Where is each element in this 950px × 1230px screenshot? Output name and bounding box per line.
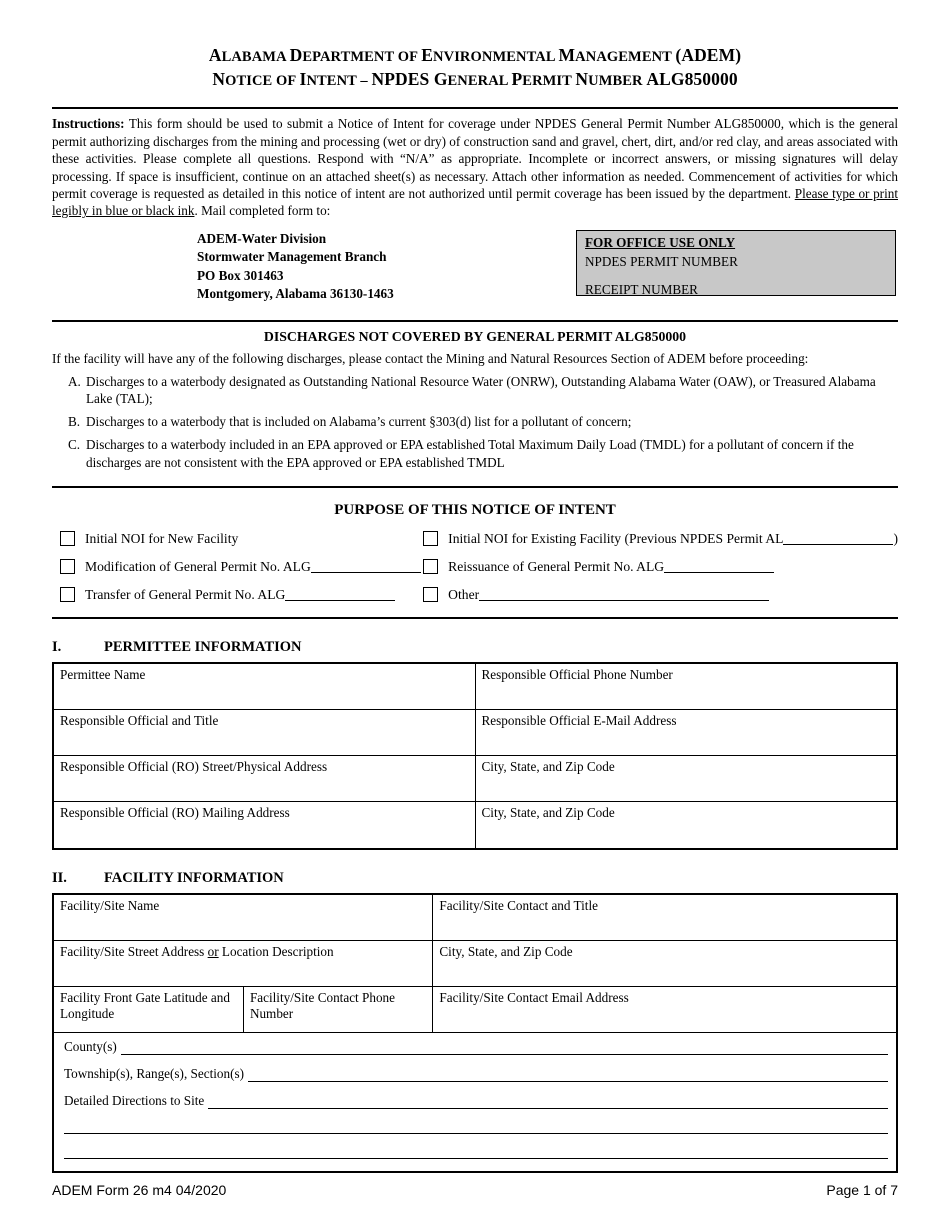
facility-lines-area bbox=[54, 1033, 896, 1171]
discharge-letter-b: B. bbox=[68, 414, 81, 430]
table-row bbox=[54, 987, 896, 1033]
purpose-suffix-1: ) bbox=[893, 530, 898, 546]
npdes-permit-number-label: NPDES PERMIT NUMBER bbox=[585, 253, 738, 269]
mail-address bbox=[197, 230, 394, 304]
line-directions-2[interactable] bbox=[64, 1120, 888, 1134]
mail-address-line-2: Stormwater Management Branch bbox=[197, 249, 387, 265]
title-line-2: NOTICE OF INTENT – NPDES GENERAL PERMIT NUMBER ALG850000 bbox=[212, 68, 738, 89]
line-label-directions: Detailed Directions to Site bbox=[64, 1093, 205, 1109]
divider-purpose-bottom bbox=[52, 617, 898, 619]
section-i-title: PERMITTEE INFORMATION bbox=[104, 638, 302, 655]
line-county[interactable] bbox=[64, 1039, 888, 1055]
table-row bbox=[54, 941, 896, 987]
facility-address-label-or: or bbox=[207, 944, 219, 960]
facility-address-label-b: Location Description bbox=[218, 944, 334, 960]
purpose-option-other[interactable] bbox=[423, 587, 898, 603]
section-ii-title: FACILITY INFORMATION bbox=[104, 869, 284, 886]
cell-permittee-name[interactable]: Permittee Name bbox=[54, 664, 475, 710]
discharge-text-b: Discharges to a waterbody that is included on Alabama’s current §303(d) list for a pollutant of concern; bbox=[86, 414, 632, 430]
discharge-item-a bbox=[52, 373, 898, 409]
mail-address-line-3: PO Box 301463 bbox=[197, 267, 284, 283]
purpose-blank-4[interactable] bbox=[285, 588, 395, 601]
checkbox-icon[interactable] bbox=[60, 531, 75, 546]
document-title bbox=[52, 44, 898, 91]
facility-address-label-a: Facility/Site Street Address bbox=[60, 944, 208, 960]
purpose-label-0: Initial NOI for New Facility bbox=[85, 530, 239, 546]
purpose-option-reissuance[interactable] bbox=[423, 559, 898, 575]
cell-ro-street-address[interactable]: Responsible Official (RO) Street/Physical Address bbox=[54, 756, 475, 802]
line-directions[interactable] bbox=[64, 1093, 888, 1109]
table-row bbox=[54, 756, 896, 802]
cell-ro-title[interactable]: Responsible Official and Title bbox=[54, 710, 475, 756]
cell-ro-mailing-address[interactable]: Responsible Official (RO) Mailing Address bbox=[54, 802, 475, 848]
purpose-blank-5[interactable] bbox=[479, 588, 769, 601]
section-ii-number: II. bbox=[52, 869, 67, 886]
line-label-county: County(s) bbox=[64, 1039, 117, 1055]
table-row bbox=[54, 802, 896, 848]
permittee-information-table bbox=[52, 662, 898, 850]
purpose-title: PURPOSE OF THIS NOTICE OF INTENT bbox=[334, 501, 616, 518]
discharge-item-c bbox=[52, 436, 898, 472]
discharge-letter-a: A. bbox=[68, 373, 81, 389]
cell-facility-contact-title[interactable]: Facility/Site Contact and Title bbox=[433, 895, 896, 941]
cell-facility-address[interactable] bbox=[54, 941, 433, 987]
purpose-options bbox=[52, 531, 898, 603]
divider-purpose-top bbox=[52, 486, 898, 488]
checkbox-icon[interactable] bbox=[60, 559, 75, 574]
discharge-letter-c: C. bbox=[68, 436, 81, 452]
receipt-number-label: RECEIPT NUMBER bbox=[585, 281, 698, 297]
purpose-option-modification[interactable] bbox=[60, 559, 423, 575]
office-box-title: FOR OFFICE USE ONLY bbox=[585, 234, 736, 250]
line-township[interactable] bbox=[64, 1066, 888, 1082]
cell-facility-contact-phone[interactable]: Facility/Site Contact Phone Number bbox=[243, 987, 432, 1033]
checkbox-icon[interactable] bbox=[423, 531, 438, 546]
purpose-option-new-facility[interactable] bbox=[60, 531, 423, 547]
cell-ro-phone[interactable]: Responsible Official Phone Number bbox=[475, 664, 896, 710]
table-row bbox=[54, 895, 896, 941]
cell-ro-street-city[interactable]: City, State, and Zip Code bbox=[475, 756, 896, 802]
discharge-item-b bbox=[52, 413, 898, 431]
table-row bbox=[54, 1033, 896, 1172]
line-fill-directions[interactable] bbox=[208, 1095, 888, 1109]
discharges-title: DISCHARGES NOT COVERED BY GENERAL PERMIT ALG850000 bbox=[263, 328, 687, 344]
instructions-text: This form should be used to submit a Notice of Intent for coverage under NPDES General Permit Number ALG850000, which is the general permit authorizing discharges from the mining and processing (wet or dry) of construction sand and gravel, chert, dirt, and/or red clay, and areas associated with these activities. Please complete all questions. Respond with “N/A” as appropriate. Incomplete or incorrect answers, or missing signatures will delay processing. If space is insufficient, continue on an attached sheet(s) as necessary. Attach other information as needed. Commencement of activities for which permit coverage is requested as detailed in this notice of intent are not authorized until permit coverage has been issued by the department. bbox=[52, 116, 898, 201]
title-line-1: ALABAMA DEPARTMENT OF ENVIRONMENTAL MANAGEMENT (ADEM) bbox=[208, 45, 742, 65]
section-i-number: I. bbox=[52, 638, 62, 655]
discharges-list bbox=[52, 373, 898, 472]
purpose-label-4: Transfer of General Permit No. ALG bbox=[85, 586, 286, 602]
purpose-blank-2[interactable] bbox=[311, 560, 421, 573]
cell-facility-contact-email[interactable]: Facility/Site Contact Email Address bbox=[433, 987, 896, 1033]
divider-discharges-top bbox=[52, 320, 898, 322]
purpose-label-5: Other bbox=[448, 586, 480, 602]
purpose-option-existing-facility[interactable] bbox=[423, 531, 898, 547]
checkbox-icon[interactable] bbox=[60, 587, 75, 602]
page-footer bbox=[52, 1182, 898, 1198]
mail-address-line-1: ADEM-Water Division bbox=[197, 230, 327, 246]
instructions-paragraph bbox=[52, 115, 898, 220]
section-i-heading bbox=[52, 639, 898, 656]
line-label-township: Township(s), Range(s), Section(s) bbox=[64, 1066, 245, 1082]
purpose-blank-1[interactable] bbox=[783, 532, 893, 545]
checkbox-icon[interactable] bbox=[423, 559, 438, 574]
purpose-label-1: Initial NOI for Existing Facility (Previous NPDES Permit AL bbox=[448, 530, 784, 546]
purpose-label-2: Modification of General Permit No. ALG bbox=[85, 558, 311, 574]
mail-address-line-4: Montgomery, Alabama 36130-1463 bbox=[197, 286, 394, 302]
mail-and-office-row bbox=[52, 230, 898, 304]
section-ii-heading bbox=[52, 870, 898, 887]
discharge-text-a: Discharges to a waterbody designated as Outstanding National Resource Water (ONRW), Outstanding Alabama Water (OAW), or Treasured Alabama Lake (TAL); bbox=[86, 373, 876, 407]
purpose-label-3: Reissuance of General Permit No. ALG bbox=[448, 558, 665, 574]
line-directions-3[interactable] bbox=[64, 1145, 888, 1159]
line-fill-county[interactable] bbox=[121, 1041, 888, 1055]
facility-information-table bbox=[52, 893, 898, 1174]
cell-facility-latlong[interactable]: Facility Front Gate Latitude and Longitude bbox=[54, 987, 243, 1033]
checkbox-icon[interactable] bbox=[423, 587, 438, 602]
line-fill-township[interactable] bbox=[248, 1068, 888, 1082]
instructions-tail: . Mail completed form to: bbox=[194, 203, 331, 219]
instructions-underlined: Please type or print legibly in blue or black ink bbox=[52, 185, 898, 219]
footer-page-number: Page 1 of 7 bbox=[826, 1182, 898, 1198]
cell-facility-name[interactable]: Facility/Site Name bbox=[54, 895, 433, 941]
footer-form-id: ADEM Form 26 m4 04/2020 bbox=[52, 1182, 227, 1198]
cell-ro-email[interactable]: Responsible Official E-Mail Address bbox=[475, 710, 896, 756]
table-row bbox=[54, 664, 896, 710]
cell-facility-city[interactable]: City, State, and Zip Code bbox=[433, 941, 896, 987]
discharges-intro: If the facility will have any of the following discharges, please contact the Mining and Natural Resources Section of ADEM before proceeding: bbox=[52, 350, 809, 366]
divider-top bbox=[52, 107, 898, 109]
for-office-use-box bbox=[576, 230, 896, 296]
purpose-blank-3[interactable] bbox=[664, 560, 774, 573]
discharge-text-c: Discharges to a waterbody included in an EPA approved or EPA established Total Maximum Daily Load (TMDL) for a pollutant of concern if the discharges are not consistent with the EPA approved or EPA established TMDL bbox=[86, 436, 854, 470]
instructions-label: Instructions: bbox=[52, 116, 125, 132]
purpose-option-transfer[interactable] bbox=[60, 587, 423, 603]
table-row bbox=[54, 710, 896, 756]
cell-ro-mailing-city[interactable]: City, State, and Zip Code bbox=[475, 802, 896, 848]
